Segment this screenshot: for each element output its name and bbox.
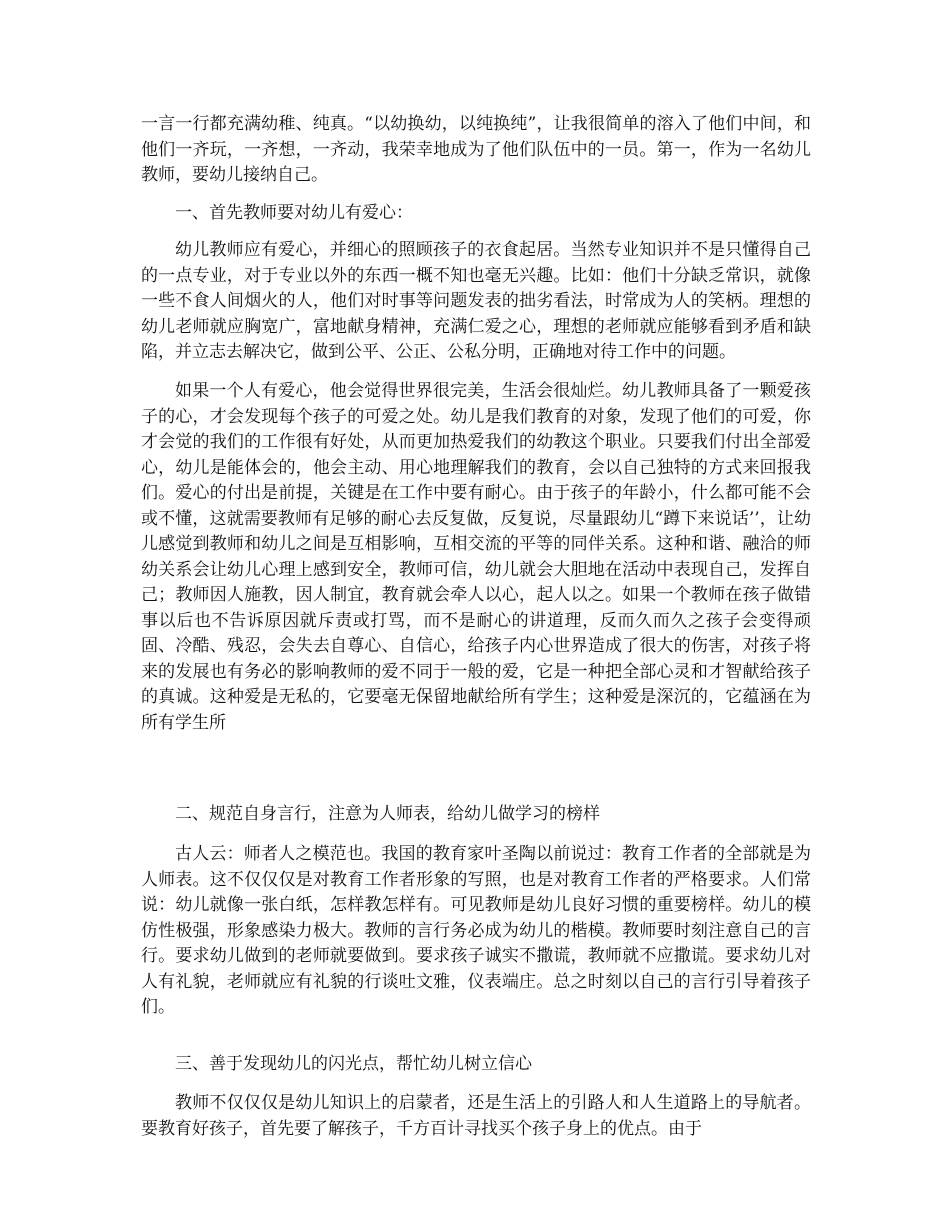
paragraph-discovery — [141, 1091, 811, 1142]
paragraph-role-model — [141, 842, 811, 1021]
section-heading-1-text: 一、首先教师要对幼儿有爱心： — [175, 203, 413, 223]
paragraph-role-model-text: 古人云：师者人之模范也。我国的教育家叶圣陶以前说过：教育工作者的全部就是为人师表。这不仅仅仅是对教育工作者形象的写照，也是对教育工作者的严格要求。人们常说：幼儿就像一张白纸，怎样教怎样有。可见教师是幼儿良好习惯的重要榜样。幼儿的模仿性极强，形象感染力极大。教师的言行务必成为幼儿的楷模。教师要时刻注意自己的言行。要求幼儿做到的老师就要做到。要求孩子诚实不撒谎，教师就不应撒谎。要求幼儿对人有礼貌，老师就应有礼貌的行谈吐文雅，仪表端庄。总之时刻以自己的言行引导着孩子们。 — [141, 844, 811, 1017]
paragraph-love-1-text: 幼儿教师应有爱心，并细心的照顾孩子的衣食起居。当然专业知识并不是只懂得自己的一点专业，对于专业以外的东西一概不知也毫无兴趣。比如：他们十分缺乏常识，就像一些不食人间烟火的人，他们对时事等问题发表的拙劣看法，时常成为人的笑柄。理想的幼儿老师就应胸宽广，富地献身精神，充满仁爱之心，理想的老师就应能够看到矛盾和缺陷，并立志去解决它，做到公平、公正、公私分明，正确地对待工作中的问题。 — [141, 240, 811, 362]
paragraph-discovery-text: 教师不仅仅仅是幼儿知识上的启蒙者，还是生活上的引路人和人生道路上的导航者。要教育好孩子，首先要了解孩子，千方百计寻找买个孩子身上的优点。由于 — [141, 1093, 811, 1139]
section-heading-3 — [141, 1052, 811, 1078]
section-heading-1 — [141, 201, 811, 227]
body-text-block — [141, 112, 811, 189]
section-heading-3-text: 三、善于发现幼儿的闪光点，帮忙幼儿树立信心 — [175, 1054, 532, 1074]
paragraph-love-2 — [141, 379, 811, 736]
section-heading-2 — [141, 802, 811, 828]
paragraph-love-2-text: 如果一个人有爱心，他会觉得世界很完美，生活会很灿烂。幼儿教师具备了一颗爱孩子的心，才会发现每个孩子的可爱之处。幼儿是我们教育的对象，发现了他们的可爱，你才会觉的我们的工作很有好处，从而更加热爱我们的幼教这个职业。只要我们付出全部爱心，幼儿是能体会的，他会主动、用心地理解我们的教育，会以自己独特的方式来回报我们。爱心的付出是前提，关键是在工作中要有耐心。由于孩子的年龄小，什么都可能不会或不懂，这就需要教师有足够的耐心去反复做，反复说，尽量跟幼儿“蹲下来说话’’，让幼儿感觉到教师和幼儿之间是互相影响，互相交流的平等的同伴关系。这种和谐、融洽的师幼关系会让幼儿心理上感到安全，教师可信，幼儿就会大胆地在活动中表现自己，发挥自己；教师因人施教，因人制宜，教育就会牵人以心，起人以之。如果一个教师在孩子做错事以后也不告诉原因就斥责或打骂，而不是耐心的讲道理，反而久而久之孩子会变得顽固、冷酷、残忍，会失去自尊心、自信心，给孩子内心世界造成了很大的伤害，对孩子将来的发展也有务必的影响教师的爱不同于一般的爱，它是一种把全部心灵和才智献给孩子的真诚。这种爱是无私的，它要毫无保留地献给所有学生；这种爱是深沉的，它蕴涵在为所有学生所 — [141, 381, 811, 733]
paragraph-love-1 — [141, 238, 811, 366]
paragraph-intro: 一言一行都充满幼稚、纯真。“以幼换幼，以纯换纯”，让我很简单的溶入了他们中间，和他们一齐玩，一齐想，一齐动，我荣幸地成为了他们队伍中的一员。第一，作为一名幼儿教师，要幼儿接纳自己。 — [141, 114, 811, 185]
section-heading-2-text: 二、规范自身言行，注意为人师表，给幼儿做学习的榜样 — [175, 804, 600, 824]
